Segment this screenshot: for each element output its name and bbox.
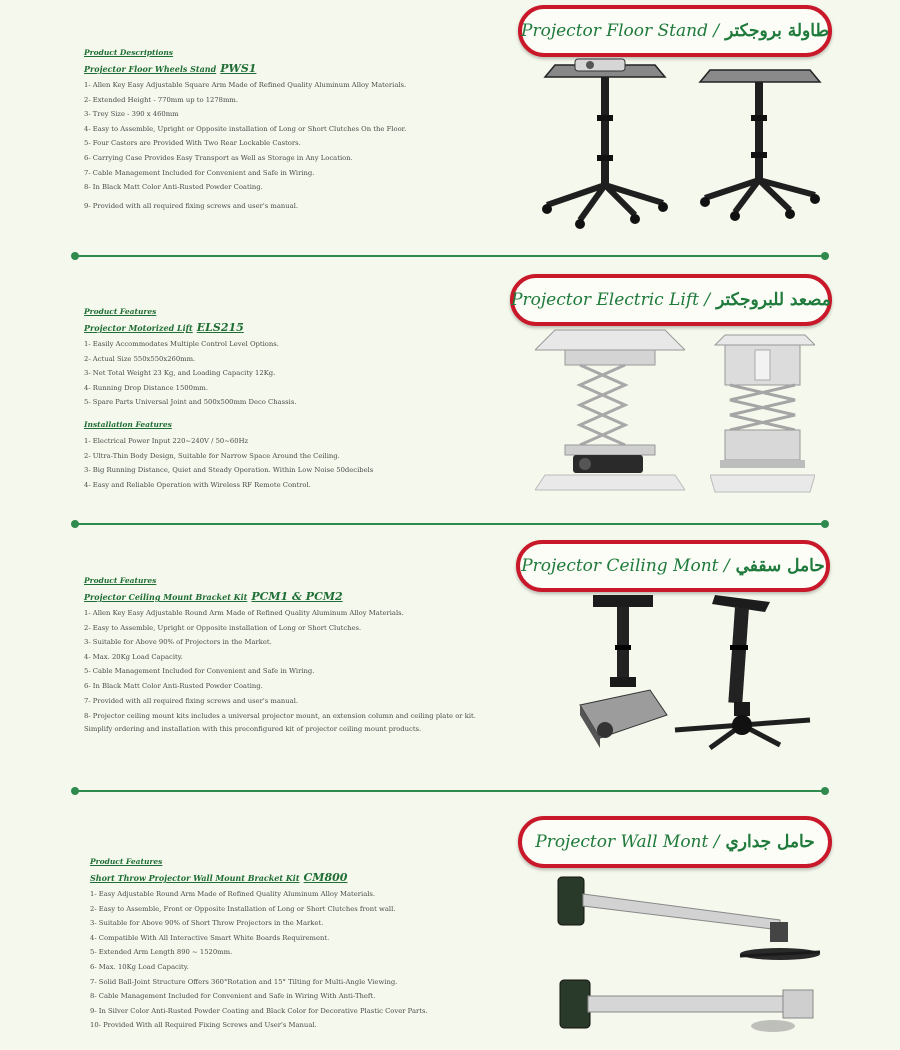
model-code: PCM1 & PCM2	[251, 590, 343, 603]
list-item: 4- Running Drop Distance 1500mm.	[84, 383, 209, 392]
list-item: 4- Easy and Reliable Operation with Wireless RF Remote Control.	[84, 480, 311, 489]
model-line	[84, 62, 406, 76]
section-title-ceiling-mount	[516, 540, 830, 592]
list-item: 3- Net Total Weight 23 Kg, and Loading Capacity 12Kg.	[84, 369, 276, 378]
list-item: 6- Carrying Case Provides Easy Transport as Well as Storage in Any Location.	[84, 153, 353, 162]
list-item: 9- In Silver Color Anti-Rusted Powder Coating and Black Color for Decorative Plastic Cover Parts.	[90, 1006, 428, 1015]
list-item: 1- Easily Accommodates Multiple Control Level Options.	[84, 340, 279, 348]
list-item: 1- Electrical Power Input 220~240V / 50~60Hz	[84, 436, 249, 445]
list-item: 5- Spare Parts Universal Joint and 500x500mm Deco Chassis.	[84, 398, 297, 407]
title-en: Projector Wall Mont /	[535, 832, 720, 852]
section-title-floor-stand	[518, 5, 832, 57]
feature-list	[84, 606, 494, 736]
installation-heading: Installation Features	[84, 419, 172, 429]
model-line	[84, 321, 373, 335]
list-item: 2- Easy to Assemble, Front or Opposite Installation of Long or Short Clutches front wall.	[90, 904, 396, 913]
title-ar: حامل سقفي	[735, 556, 825, 576]
section-heading: Product Features	[90, 857, 163, 866]
title-ar: طاولة بروجكتر	[725, 21, 829, 41]
section-heading: Product Features	[84, 576, 157, 585]
list-item: 1- Allen Key Easy Adjustable Round Arm Made of Refined Quality Aluminum Alloy Materials.	[84, 609, 404, 617]
model-label: Short Throw Projector Wall Mount Bracket Kit	[90, 873, 300, 883]
model-code: ELS215	[196, 321, 244, 334]
floor-stand-image	[695, 60, 825, 225]
installation-list	[84, 434, 373, 492]
section-divider	[75, 523, 825, 525]
ceiling-mount-with-projector-image	[575, 590, 670, 750]
feature-list	[90, 887, 428, 1033]
list-item: 7- Cable Management Included for Convenient and Safe in Wiring.	[84, 168, 315, 177]
electric-lift-features	[84, 307, 373, 492]
list-item: 5- Four Castors are Provided With Two Rear Lockable Castors.	[84, 139, 301, 148]
feature-list	[84, 78, 406, 213]
model-label: Projector Floor Wheels Stand	[84, 64, 217, 74]
title-ar: حامل جداري	[725, 832, 815, 852]
floor-stand-description	[84, 48, 406, 213]
list-item: 1- Easy Adjustable Round Arm Made of Refined Quality Aluminum Alloy Materials.	[90, 890, 376, 898]
list-item: 6- Max. 10Kg Load Capacity.	[90, 962, 189, 971]
wall-mount-arm-image-2	[558, 978, 823, 1038]
list-item: 5- Cable Management Included for Convenient and Safe in Wiring.	[84, 667, 315, 676]
list-item: 9- Provided with all required fixing screws and user's manual.	[84, 201, 299, 210]
list-item: 8- Projector ceiling mount kits includes a universal projector mount, an extension column and ceiling plate or kit. Simplify ordering and installation with this preconfigured kit of projector ceiling mount products.	[84, 712, 476, 734]
list-item: 1- Allen Key Easy Adjustable Square Arm Made of Refined Quality Aluminum Alloy Materials.	[84, 81, 407, 89]
section-title-wall-mount	[518, 816, 832, 868]
section-divider	[75, 255, 825, 257]
list-item: 3- Big Running Distance, Quiet and Steady Operation. Within Low Noise 50decibels	[84, 466, 374, 475]
list-item: 4- Easy to Assemble, Upright or Opposite installation of Long or Short Clutches On the Floor.	[84, 124, 407, 133]
wall-mount-arm-image	[555, 872, 825, 972]
wall-mount-features	[90, 857, 428, 1033]
model-line	[84, 590, 494, 604]
list-item: 8- Cable Management Included for Convenient and Safe in Wiring With Anti-Theft.	[90, 992, 376, 1001]
electric-lift-with-projector-image	[535, 325, 685, 495]
list-item: 2- Extended Height - 770mm up to 1278mm.	[84, 95, 239, 104]
list-item: 4- Compatible With All Interactive Smart White Boards Requirement.	[90, 933, 330, 942]
model-code: CM800	[303, 871, 348, 884]
ceiling-mount-image	[670, 590, 815, 750]
section-divider	[75, 790, 825, 792]
list-item: 3- Suitable for Above 90% of Short Throw Projectors in the Market.	[90, 919, 324, 928]
list-item: 6- In Black Matt Color Anti-Rusted Powder Coating.	[84, 681, 263, 690]
list-item: 5- Extended Arm Length 890 ~ 1520mm.	[90, 948, 233, 957]
list-item: 4- Max. 20Kg Load Capacity.	[84, 652, 183, 661]
feature-list	[84, 337, 373, 410]
title-en: Projector Floor Stand /	[521, 21, 720, 41]
list-item: 10- Provided With all Required Fixing Screws and User's Manual.	[90, 1021, 317, 1030]
section-title-electric-lift	[510, 274, 832, 326]
model-line	[90, 871, 428, 885]
section-heading: Product Features	[84, 307, 157, 316]
list-item: 3- Trey Size - 390 x 460mm	[84, 110, 179, 119]
floor-stand-with-projector-image	[535, 55, 675, 230]
list-item: 8- In Black Matt Color Anti-Rusted Powder Coating.	[84, 183, 263, 192]
list-item: 2- Ultra-Thin Body Design, Suitable for Narrow Space Around the Ceiling.	[84, 451, 340, 460]
list-item: 7- Solid Ball-Joint Structure Offers 360°Rotation and 15° Tilting for Multi-Angle Viewing.	[90, 977, 398, 986]
title-ar: مصعد للبروجكتر	[716, 290, 831, 310]
list-item: 2- Easy to Assemble, Upright or Opposite installation of Long or Short Clutches.	[84, 623, 362, 632]
electric-lift-image	[710, 330, 815, 495]
ceiling-mount-features	[84, 576, 494, 736]
model-label: Projector Ceiling Mount Bracket Kit	[84, 592, 248, 602]
model-code: PWS1	[220, 62, 257, 75]
list-item: 2- Actual Size 550x550x260mm.	[84, 354, 196, 363]
list-item: 7- Provided with all required fixing screws and user's manual.	[84, 696, 299, 705]
list-item: 3- Suitable for Above 90% of Projectors in the Market.	[84, 638, 272, 647]
title-en: Projector Electric Lift /	[511, 290, 711, 310]
model-label: Projector Motorized Lift	[84, 323, 193, 333]
section-heading: Product Descriptions	[84, 48, 174, 57]
title-en: Projector Ceiling Mont /	[521, 556, 730, 576]
